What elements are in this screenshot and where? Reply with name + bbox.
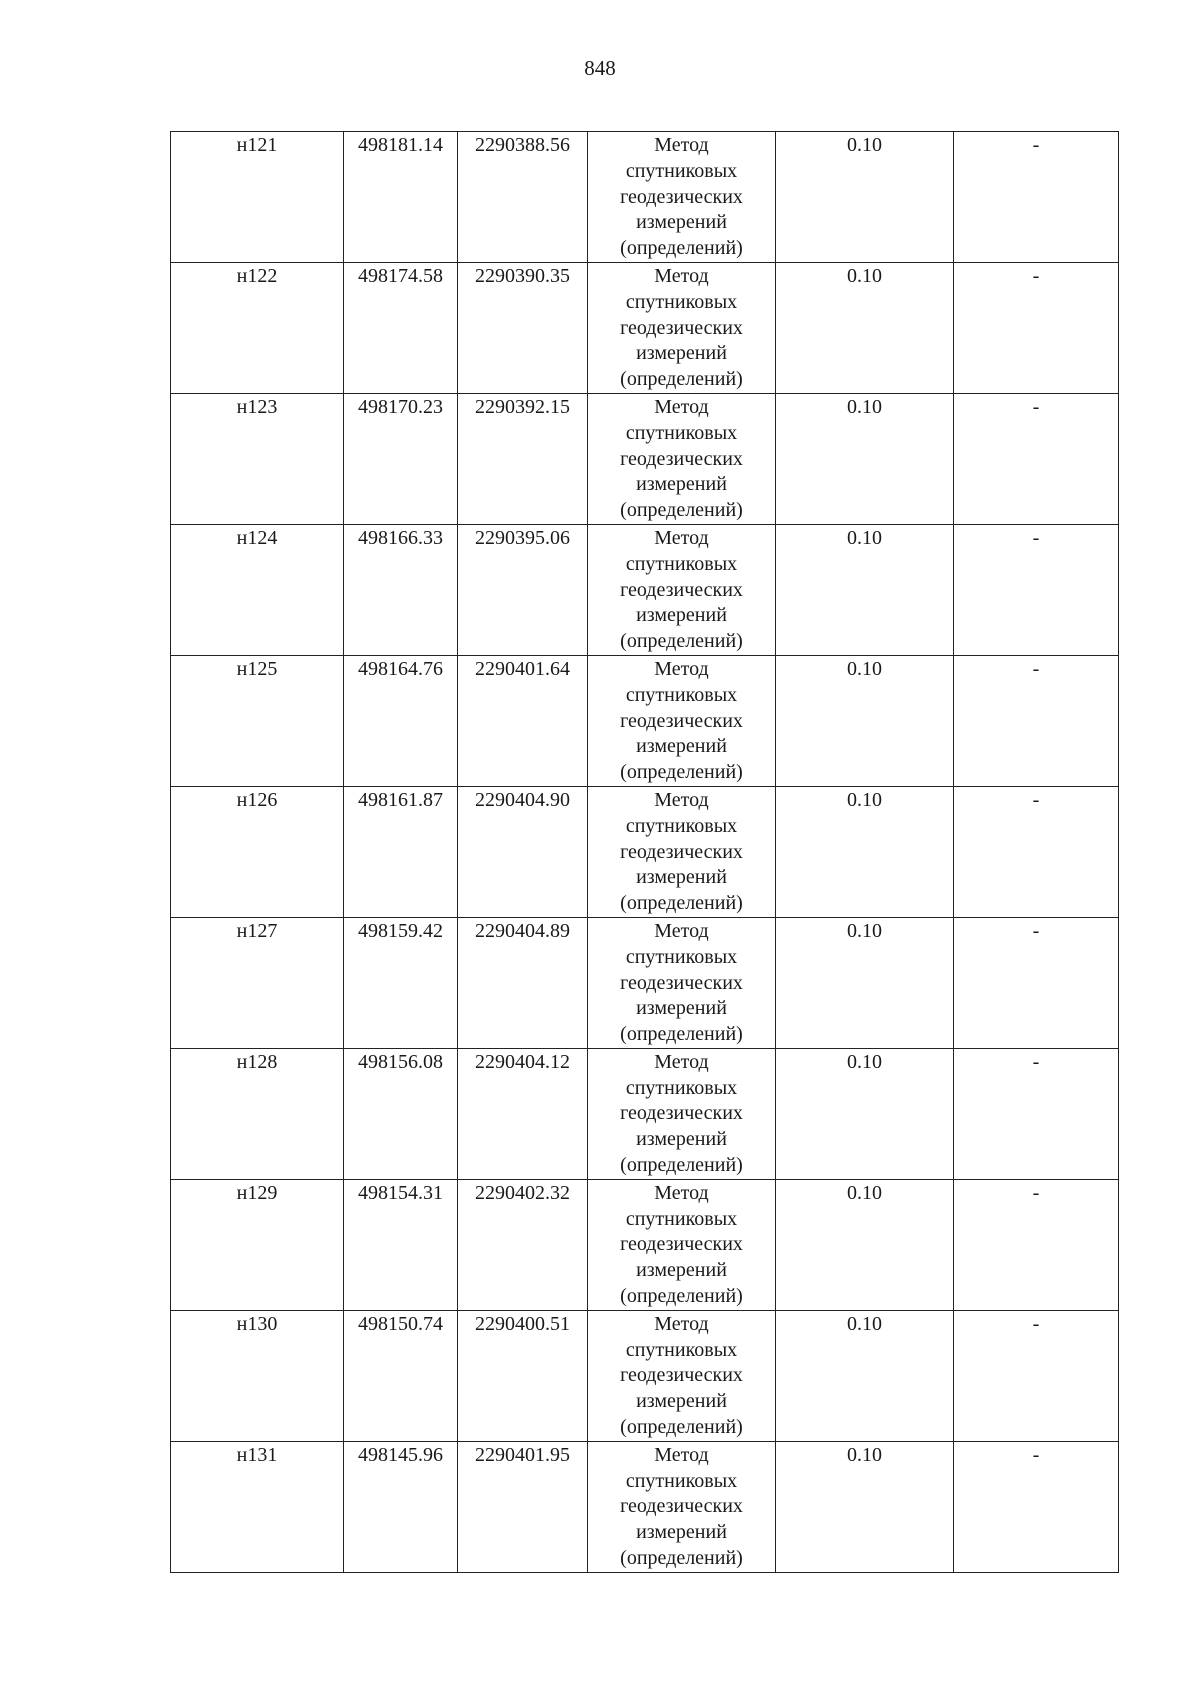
accuracy-cell (776, 1310, 954, 1441)
method-line: спутниковых (625, 1207, 738, 1230)
method-cell (588, 786, 776, 917)
method-text (588, 1049, 775, 1179)
y-coordinate-value: 2290401.95 (475, 1443, 570, 1466)
x-coordinate-value: 498166.33 (358, 526, 443, 549)
accuracy-value: 0.10 (847, 264, 882, 287)
y-coordinate-value: 2290400.51 (475, 1312, 570, 1335)
method-line: Метод (654, 1181, 709, 1204)
x-coordinate-value: 498164.76 (358, 657, 443, 680)
method-line: измерений (636, 604, 727, 627)
table-row (171, 1441, 1119, 1572)
table-row (171, 1048, 1119, 1179)
x-coordinate-value: 498174.58 (358, 264, 443, 287)
x-coordinate-cell (344, 132, 458, 263)
method-line: измерений (636, 473, 727, 496)
method-line: геодезических (620, 578, 743, 601)
y-coordinate-cell (458, 1441, 588, 1572)
method-cell (588, 524, 776, 655)
method-line: измерений (636, 735, 727, 758)
note-cell (954, 262, 1119, 393)
y-coordinate-value: 2290392.15 (475, 395, 570, 418)
method-line: геодезических (620, 1233, 743, 1256)
method-line: Метод (654, 657, 709, 680)
accuracy-value: 0.10 (847, 395, 882, 418)
accuracy-value: 0.10 (847, 788, 882, 811)
table-row (171, 1310, 1119, 1441)
note-cell (954, 524, 1119, 655)
note-value: - (1032, 264, 1040, 287)
note-cell (954, 1179, 1119, 1310)
method-line: измерений (636, 1259, 727, 1282)
method-line: геодезических (620, 316, 743, 339)
method-cell (588, 132, 776, 263)
method-line: Метод (654, 788, 709, 811)
method-cell (588, 1179, 776, 1310)
x-coordinate-value: 498145.96 (358, 1443, 443, 1466)
note-value: - (1032, 134, 1040, 156)
table-row (171, 393, 1119, 524)
point-name-cell (171, 1441, 344, 1572)
method-line: Метод (654, 395, 709, 418)
y-coordinate-value: 2290404.90 (475, 788, 570, 811)
note-value: - (1032, 788, 1040, 811)
accuracy-cell (776, 393, 954, 524)
method-text (588, 1311, 775, 1441)
table-row (171, 917, 1119, 1048)
x-coordinate-cell (344, 1441, 458, 1572)
accuracy-value: 0.10 (847, 657, 882, 680)
method-line: спутниковых (625, 159, 738, 182)
method-text (588, 525, 775, 655)
x-coordinate-cell (344, 1048, 458, 1179)
method-line: спутниковых (625, 1338, 738, 1361)
y-coordinate-value: 2290395.06 (475, 526, 570, 549)
y-coordinate-value: 2290402.32 (475, 1181, 570, 1204)
note-cell (954, 1441, 1119, 1572)
note-cell (954, 1310, 1119, 1441)
method-line: Метод (654, 1312, 709, 1335)
y-coordinate-cell (458, 655, 588, 786)
accuracy-cell (776, 262, 954, 393)
x-coordinate-cell (344, 786, 458, 917)
method-cell (588, 1048, 776, 1179)
point-name-value: н123 (236, 395, 278, 418)
point-name-cell (171, 132, 344, 263)
method-line: (определений) (620, 237, 743, 260)
method-line: измерений (636, 342, 727, 365)
note-value: - (1032, 395, 1040, 418)
method-line: измерений (636, 211, 727, 234)
x-coordinate-value: 498159.42 (358, 919, 443, 942)
accuracy-value: 0.10 (847, 134, 882, 156)
y-coordinate-value: 2290401.64 (475, 657, 570, 680)
accuracy-value: 0.10 (847, 919, 882, 942)
x-coordinate-cell (344, 655, 458, 786)
x-coordinate-value: 498154.31 (358, 1181, 443, 1204)
method-line: геодезических (620, 1364, 743, 1387)
x-coordinate-cell (344, 524, 458, 655)
point-name-cell (171, 262, 344, 393)
y-coordinate-value: 2290390.35 (475, 264, 570, 287)
note-value: - (1032, 1181, 1040, 1204)
method-text (588, 394, 775, 524)
point-name-value: н128 (236, 1050, 278, 1073)
method-line: (определений) (620, 1154, 743, 1177)
y-coordinate-cell (458, 1179, 588, 1310)
point-name-cell (171, 393, 344, 524)
method-line: спутниковых (625, 290, 738, 313)
y-coordinate-value: 2290404.12 (475, 1050, 570, 1073)
method-line: (определений) (620, 1023, 743, 1046)
method-cell (588, 655, 776, 786)
method-line: измерений (636, 866, 727, 889)
point-name-value: н129 (236, 1181, 278, 1204)
y-coordinate-cell (458, 262, 588, 393)
method-cell (588, 917, 776, 1048)
method-line: геодезических (620, 1102, 743, 1125)
table-row (171, 262, 1119, 393)
method-line: Метод (654, 919, 709, 942)
table-row (171, 786, 1119, 917)
x-coordinate-value: 498170.23 (358, 395, 443, 418)
point-name-value: н121 (236, 134, 278, 156)
method-line: спутниковых (625, 552, 738, 575)
method-line: Метод (654, 134, 709, 156)
method-line: (определений) (620, 368, 743, 391)
method-line: (определений) (620, 499, 743, 522)
point-name-value: н125 (236, 657, 278, 680)
method-line: спутниковых (625, 1469, 738, 1492)
note-cell (954, 1048, 1119, 1179)
method-line: геодезических (620, 840, 743, 863)
method-line: спутниковых (625, 1076, 738, 1099)
coordinates-table (170, 131, 1119, 1573)
y-coordinate-cell (458, 393, 588, 524)
y-coordinate-cell (458, 1048, 588, 1179)
method-line: Метод (654, 526, 709, 549)
accuracy-cell (776, 655, 954, 786)
accuracy-value: 0.10 (847, 526, 882, 549)
method-line: спутниковых (625, 945, 738, 968)
y-coordinate-cell (458, 524, 588, 655)
accuracy-cell (776, 1048, 954, 1179)
accuracy-value: 0.10 (847, 1050, 882, 1073)
method-line: спутниковых (625, 421, 738, 444)
method-text (588, 918, 775, 1048)
note-value: - (1032, 919, 1040, 942)
method-text (588, 132, 775, 262)
x-coordinate-cell (344, 393, 458, 524)
method-line: (определений) (620, 1547, 743, 1570)
point-name-cell (171, 655, 344, 786)
x-coordinate-value: 498150.74 (358, 1312, 443, 1335)
point-name-cell (171, 1179, 344, 1310)
accuracy-cell (776, 1441, 954, 1572)
accuracy-value: 0.10 (847, 1181, 882, 1204)
accuracy-cell (776, 1179, 954, 1310)
method-text (588, 1180, 775, 1310)
x-coordinate-cell (344, 917, 458, 1048)
page-number: 848 (584, 56, 616, 80)
method-line: измерений (636, 997, 727, 1020)
note-value: - (1032, 1312, 1040, 1335)
y-coordinate-cell (458, 132, 588, 263)
x-coordinate-cell (344, 1310, 458, 1441)
note-value: - (1032, 657, 1040, 680)
note-cell (954, 132, 1119, 263)
point-name-cell (171, 1048, 344, 1179)
method-text (588, 656, 775, 786)
method-line: геодезических (620, 185, 743, 208)
point-name-cell (171, 917, 344, 1048)
x-coordinate-cell (344, 1179, 458, 1310)
method-line: спутниковых (625, 683, 738, 706)
point-name-cell (171, 1310, 344, 1441)
note-value: - (1032, 526, 1040, 549)
note-cell (954, 393, 1119, 524)
method-line: (определений) (620, 630, 743, 653)
method-text (588, 787, 775, 917)
y-coordinate-value: 2290388.56 (475, 134, 570, 156)
accuracy-value: 0.10 (847, 1443, 882, 1466)
table-row (171, 132, 1119, 263)
method-line: измерений (636, 1128, 727, 1151)
x-coordinate-value: 498161.87 (358, 788, 443, 811)
method-line: (определений) (620, 1416, 743, 1439)
method-line: (определений) (620, 892, 743, 915)
method-line: Метод (654, 1050, 709, 1073)
x-coordinate-value: 498181.14 (358, 134, 443, 156)
point-name-value: н130 (236, 1312, 278, 1335)
method-cell (588, 393, 776, 524)
point-name-value: н122 (236, 264, 278, 287)
y-coordinate-value: 2290404.89 (475, 919, 570, 942)
method-line: (определений) (620, 761, 743, 784)
method-line: измерений (636, 1521, 727, 1544)
accuracy-value: 0.10 (847, 1312, 882, 1335)
point-name-value: н126 (236, 788, 278, 811)
table-body (171, 132, 1119, 1573)
method-line: (определений) (620, 1285, 743, 1308)
method-line: геодезических (620, 971, 743, 994)
method-line: Метод (654, 264, 709, 287)
table-row (171, 524, 1119, 655)
method-cell (588, 1310, 776, 1441)
method-line: спутниковых (625, 814, 738, 837)
note-value: - (1032, 1443, 1040, 1466)
y-coordinate-cell (458, 786, 588, 917)
method-line: геодезических (620, 1495, 743, 1518)
point-name-value: н131 (236, 1443, 278, 1466)
method-line: геодезических (620, 709, 743, 732)
x-coordinate-value: 498156.08 (358, 1050, 443, 1073)
method-line: геодезических (620, 447, 743, 470)
method-text (588, 1442, 775, 1572)
accuracy-cell (776, 132, 954, 263)
note-cell (954, 917, 1119, 1048)
method-cell (588, 1441, 776, 1572)
point-name-cell (171, 524, 344, 655)
method-line: Метод (654, 1443, 709, 1466)
accuracy-cell (776, 917, 954, 1048)
note-cell (954, 786, 1119, 917)
point-name-value: н127 (236, 919, 278, 942)
table-row (171, 1179, 1119, 1310)
y-coordinate-cell (458, 917, 588, 1048)
accuracy-cell (776, 524, 954, 655)
x-coordinate-cell (344, 262, 458, 393)
method-text (588, 263, 775, 393)
table-row (171, 655, 1119, 786)
y-coordinate-cell (458, 1310, 588, 1441)
note-cell (954, 655, 1119, 786)
note-value: - (1032, 1050, 1040, 1073)
method-cell (588, 262, 776, 393)
point-name-value: н124 (236, 526, 278, 549)
method-line: измерений (636, 1390, 727, 1413)
accuracy-cell (776, 786, 954, 917)
point-name-cell (171, 786, 344, 917)
